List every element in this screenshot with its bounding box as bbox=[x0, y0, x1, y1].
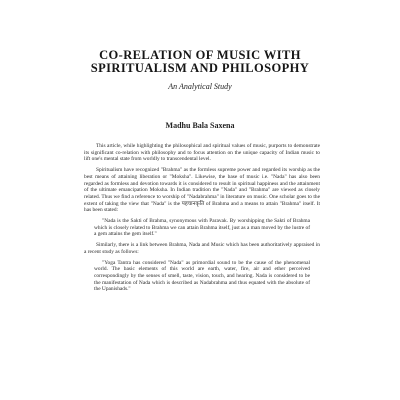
block-quote-yoga-tantra: "Yoga Tantra has considered "Nada" as primordial sound to be the cause of the phenomenal world. The basic elements of this world are earth, water, fire, air and ether perceived correspondingly by the senses of smell, taste, vision, touch, and hearing. Nada is considered to be the manifestation of Nada which is described as Nadabrahma and thus equated with the absolute of the Upanishads." bbox=[94, 259, 310, 293]
title-line-2: SPIRITUALISM AND PHILOSOPHY bbox=[90, 61, 310, 75]
author-name: Madhu Bala Saxena bbox=[165, 121, 235, 130]
article-body bbox=[84, 143, 320, 297]
title-line-1: CO-RELATION OF MUSIC WITH bbox=[99, 48, 301, 62]
paragraph-abstract: This article, while highlighting the philosophical and spiritual values of music, purports to demonstrate its significant co-relation with philosophy and to focus attention on the unique capacity of Indian music to lift one's mental state from worldly to transcendental level. bbox=[84, 143, 320, 163]
article-title bbox=[0, 49, 400, 75]
page-fade bbox=[0, 390, 400, 400]
paragraph-nada-brahma: Spiritualism have recognized "Brahma" as the formless supreme power and regarded its worship as the best means of attaining liberation or "Moksha". Likewise, the base of music i.e. "Nada" has also been regarded as formless and devotion towards it is considered to result in spiritual happiness and the attainment of the ultimate emancipation Moksha. In Indian tradition the "Nada" and "Brahma" are viewed as closely related. Thus we find a reference to worship of "Nadabrahma" in literature on music. One scholar goes to the extent of taking the view that "Nada" is the पहचानकृति of Brahma and a means to attain "Brahma" itself. It has been stated: bbox=[84, 167, 320, 214]
paragraph-link: Similarly, there is a link between Brahma, Nada and Music which has been authoritatively appraised in a recent study as follows: bbox=[84, 242, 320, 255]
block-quote-nada-sakti: "Nada is the Sakti of Brahma, synonymous with Paravak. By worshipping the Sakti of Brahma which is closely related to Brahma we can attain Brahma itself, just as a man moved by the lustre of a gem attains the gem itself." bbox=[94, 218, 310, 238]
article-subtitle: An Analytical Study bbox=[168, 82, 232, 91]
